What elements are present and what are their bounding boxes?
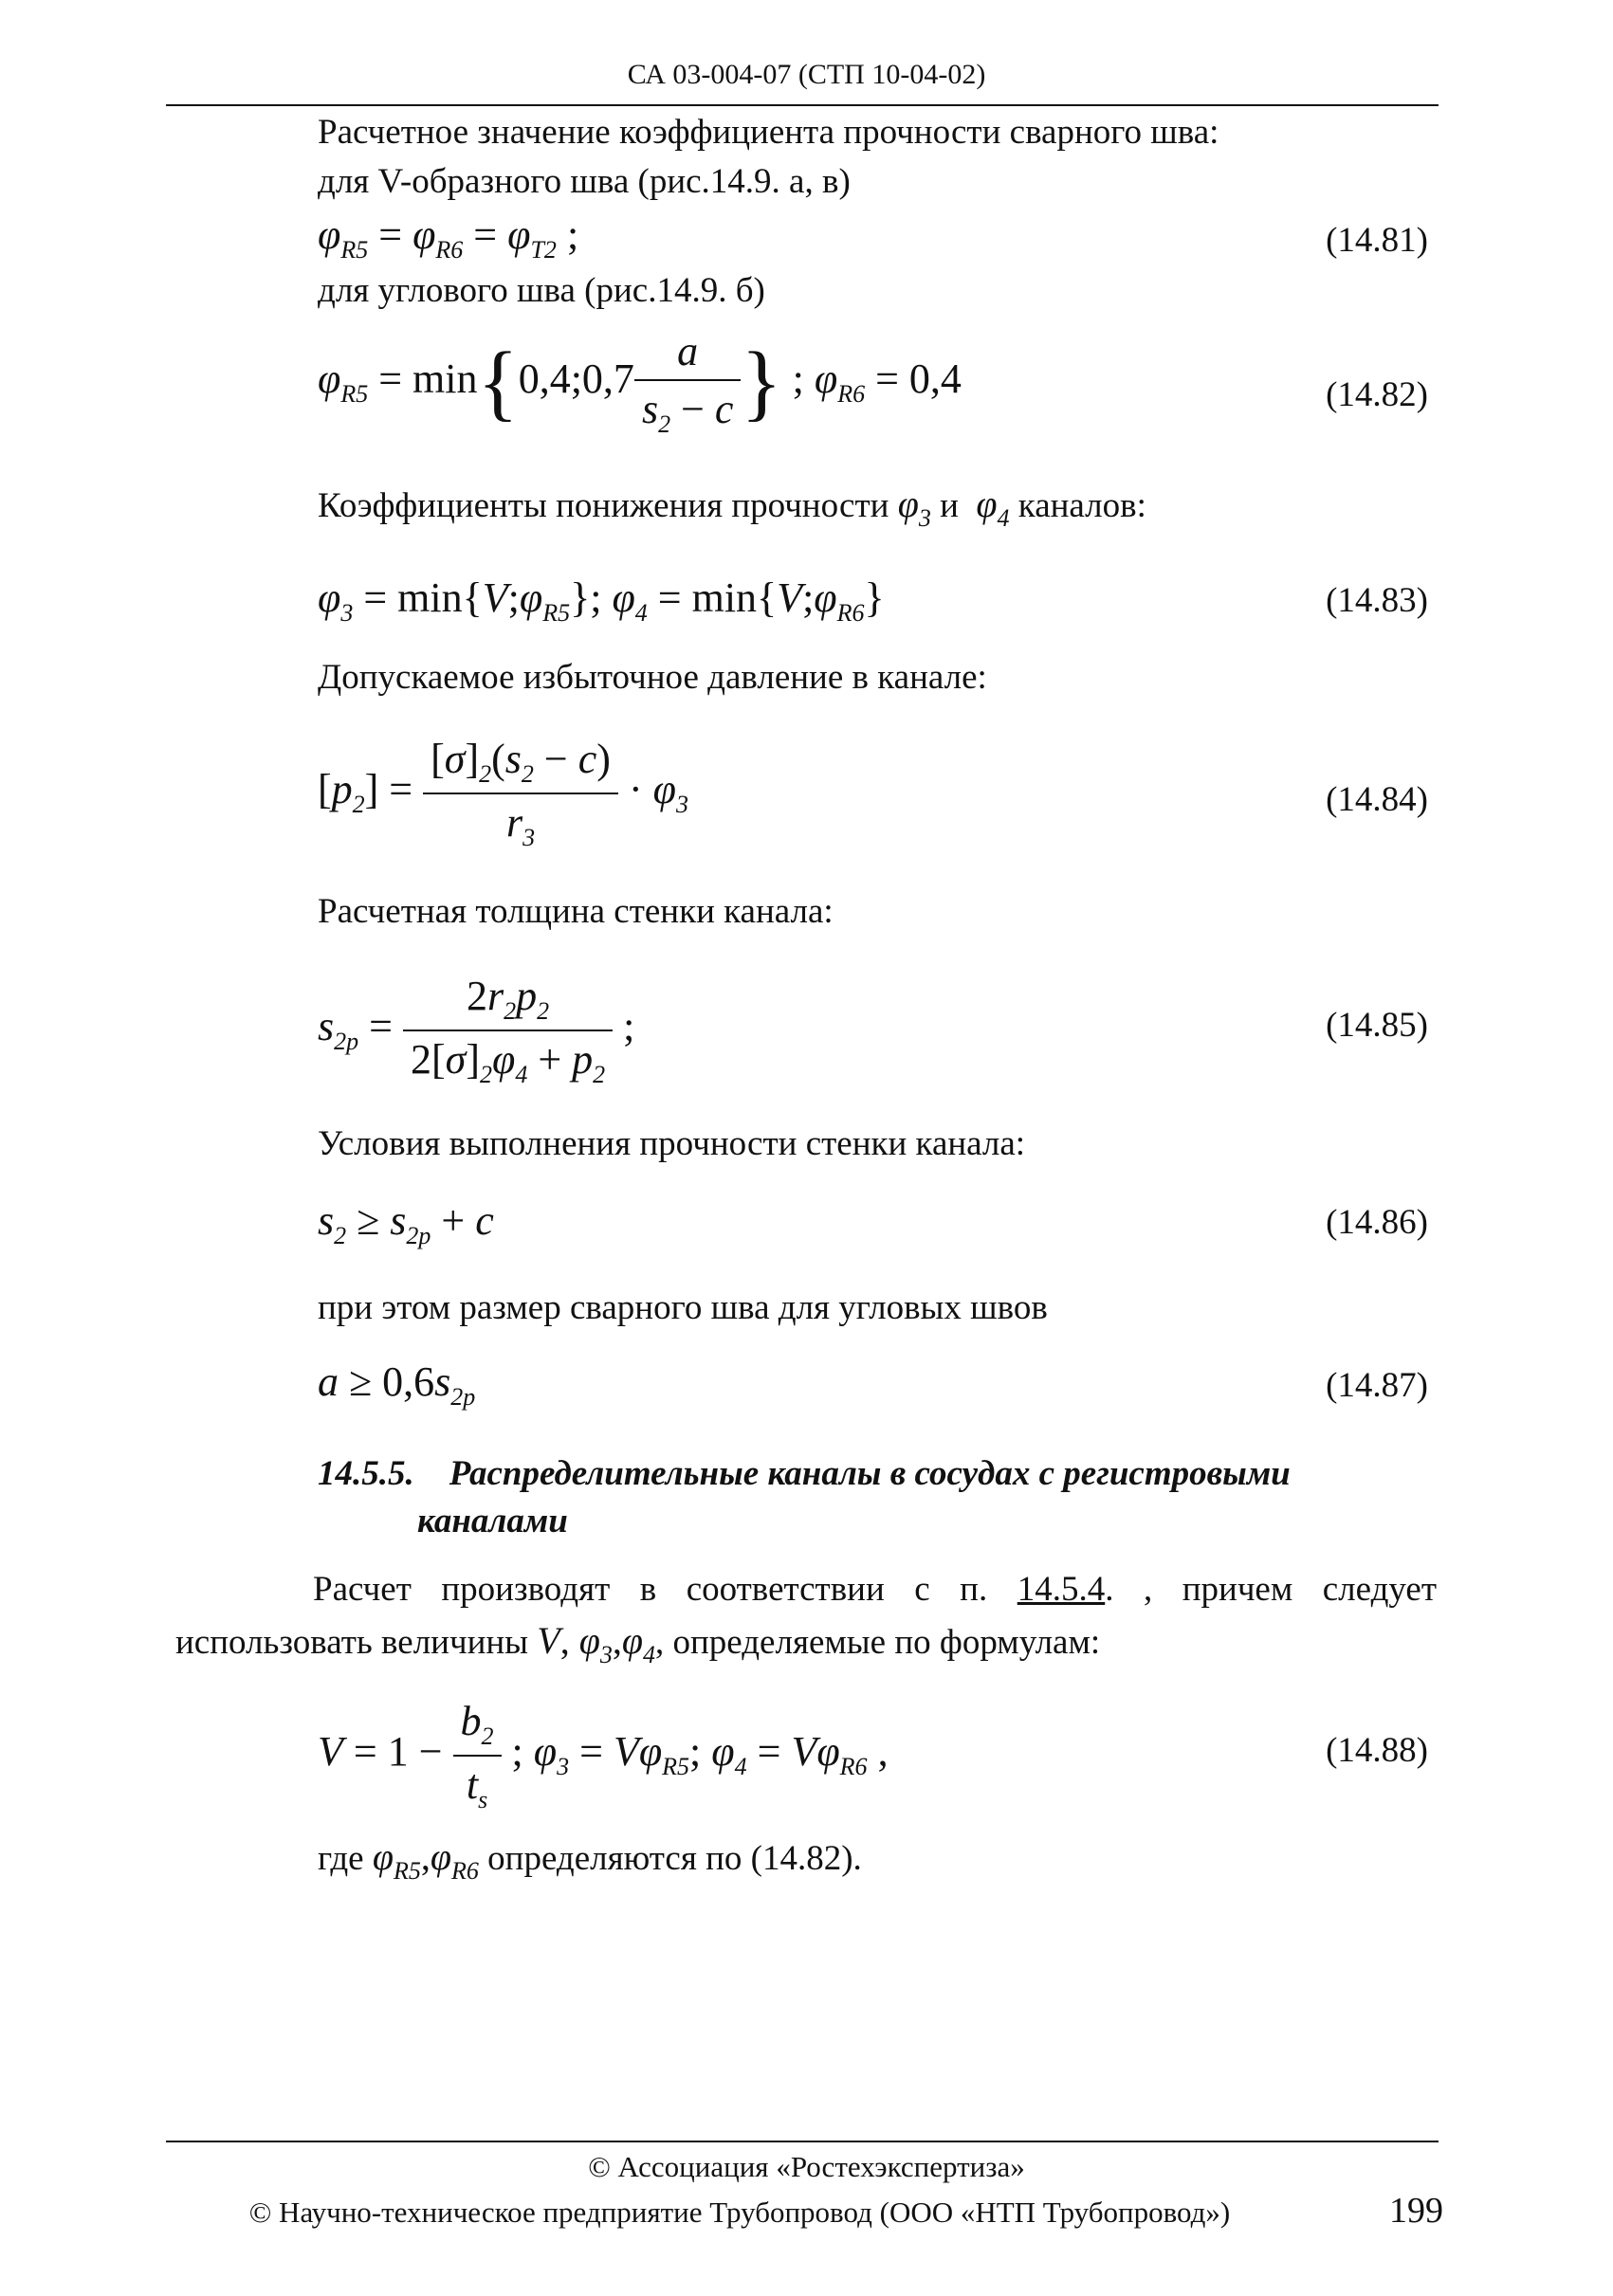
section-link[interactable]: 14.5.4	[1017, 1570, 1106, 1609]
section-number: 14.5.5.	[318, 1454, 414, 1493]
page-header: СА 03-004-07 (СТП 10-04-02)	[627, 59, 986, 90]
section-title-cont: каналами	[417, 1502, 568, 1540]
text-line: Расчетное значение коэффициента прочности сварного шва:	[318, 113, 1219, 152]
equation-number: (14.81)	[1326, 221, 1428, 260]
paragraph-text: . , причем следует использовать величины	[175, 1570, 1438, 1662]
text-line: Расчетная толщина стенки канала:	[318, 892, 834, 931]
text-fragment: и	[940, 486, 959, 525]
section-heading	[318, 1450, 1291, 1498]
formula-14-83: $\varphi_3$ = $\min\{V;\varphi_{R5}\}$; $\varphi_4$ = $\min\{V;\varphi_{R6}\}$	[318, 574, 885, 627]
formula-14-86: $s_2 \ge s_{2p} + c$	[318, 1197, 494, 1249]
text-line: для V-образного шва (рис.14.9. а, в)	[318, 162, 851, 201]
text-fragment: где	[318, 1839, 364, 1878]
formula-14-87: $a \ge 0,6s_{2p}$	[318, 1358, 476, 1411]
equation-number: (14.83)	[1326, 581, 1428, 620]
equation-number: (14.82)	[1326, 375, 1428, 414]
section-title: Распределительные каналы в сосудах с регистровыми	[449, 1454, 1291, 1493]
text-line: при этом размер сварного шва для угловых швов	[318, 1288, 1048, 1327]
footer-rule	[166, 2141, 1439, 2142]
footer-line: © Научно-техническое предприятие Трубопровод (ООО «НТП Трубопровод»)	[248, 2196, 1231, 2229]
text-line: Коэффициенты понижения прочности $\varphi_3$ и $\varphi_4$ каналов:	[318, 483, 1146, 532]
text-fragment: каналов:	[1017, 486, 1146, 525]
page-number: 199	[1389, 2191, 1443, 2231]
text-line: где $\varphi_{R5},\varphi_{R6}$ определяются по (14.82).	[318, 1835, 862, 1885]
body-paragraph: Расчет производят в соответствии с п. 14.5.4. , причем следует использовать величины V, $\varphi_3,\varphi_4$, определяемые по формулам:	[175, 1570, 1438, 1668]
formula-14-88: V = 1 − $\frac{b_2}{t_s}$ ; $\varphi_3 = V\varphi_{R5}$; $\varphi_4 = V\varphi_{R6}$ ,	[318, 1698, 889, 1813]
equation-number: (14.84)	[1326, 780, 1428, 819]
text-line: для углового шва (рис.14.9. б)	[318, 271, 765, 310]
equation-number: (14.88)	[1326, 1731, 1428, 1770]
text-line: Условия выполнения прочности стенки канала:	[318, 1124, 1026, 1163]
equation-number: (14.85)	[1326, 1006, 1428, 1045]
formula-14-85: $s_{2p}$ = $\frac{2r_2p_2}{2[\sigma]_2\varphi_4 + p_2}$ ;	[318, 973, 635, 1088]
text-fragment: Коэффициенты понижения прочности	[318, 486, 889, 525]
footer-line: © Ассоциация «Ростехэкспертиза»	[588, 2150, 1025, 2183]
text-fragment: определяются по (14.82).	[487, 1839, 862, 1878]
header-rule	[166, 104, 1439, 106]
formula-14-84: $[p_2]$ = $\frac{[\sigma]_2(s_2 - c)}{r_3}$ · $\varphi_3$	[318, 736, 688, 851]
equation-number: (14.87)	[1326, 1366, 1428, 1405]
formula-14-82: $\varphi_{R5}$ = min{0,4;0,7 $\frac{a}{s_2 - c}$ } ; $\varphi_{R6} = 0,4$	[318, 328, 962, 438]
formula-14-81: $\varphi_{R5} = \varphi_{R6} = \varphi_{T2}$ ;	[318, 211, 579, 264]
paragraph-text: , определяемые по формулам:	[655, 1623, 1101, 1662]
equation-number: (14.86)	[1326, 1203, 1428, 1242]
paragraph-text: Расчет производят в соответствии с п.	[313, 1570, 988, 1609]
text-line: Допускаемое избыточное давление в канале:	[318, 658, 987, 697]
